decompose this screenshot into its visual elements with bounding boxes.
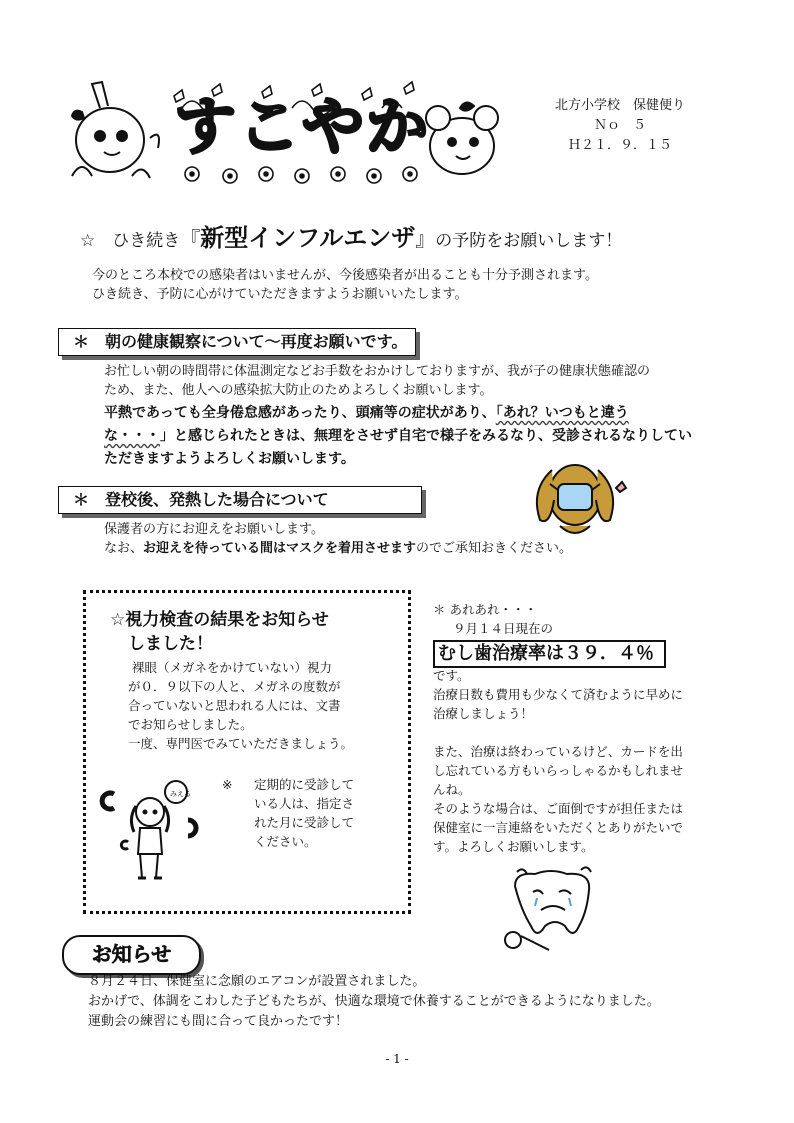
lead-suffix: の予防をお願いします！ (435, 231, 623, 251)
mouse-character-illustration (426, 102, 498, 174)
note-line: いる人は、指定さ (254, 796, 355, 811)
lead-emphasis: 新型インフルエンザ (200, 224, 416, 252)
note-line: ください。 (254, 834, 317, 849)
cavity-line: 治療しましょう！ (433, 706, 534, 721)
girl-eye-test-illustration (98, 778, 218, 888)
lead-headline (80, 218, 780, 253)
morning-bold-2a: な・・・ (104, 428, 160, 444)
vision-title-line-2: しました！ (128, 634, 213, 654)
school-name: 北方小学校 保健便り (554, 98, 685, 113)
vision-line: が０．９以下の人と、メガネの度数が (128, 679, 341, 694)
note-line: れた月に受診して (254, 815, 355, 830)
cavity-intro-2: ９月１４日現在の (453, 621, 554, 636)
morning-line: お忙しい朝の時間帯に体温測定などお手数をおかけしておりますが、我が子の健康状態確認の (104, 364, 651, 379)
fever-line-2a: なお、 (104, 541, 144, 556)
lead-line: ひき続き、予防に心がけていただきますようお願いいたします。 (92, 287, 468, 302)
lead-line: 今のところ本校での感染者はいませんが、今後感染者が出ることも十分予測されます。 (92, 268, 598, 283)
fever-line-1: 保護者の方にお迎えをお願いします。 (104, 522, 324, 537)
cavity-line: んね。 (433, 782, 471, 797)
speech-bubble-text: みえる (170, 790, 191, 798)
morning-bold-1b: 「あれ？いつもと違う (495, 405, 629, 421)
lead-prefix: ☆ ひき続き (80, 231, 181, 251)
cavity-blank-line (433, 723, 773, 742)
notice-line: おかげで、体調をこわした子どもたちが、快適な環境で休養することができるようになりました。 (88, 994, 660, 1009)
notice-label (62, 935, 201, 975)
cavity-headline: むし歯治療率は３９．４％ (433, 640, 666, 668)
close-quote-mark: 』 (415, 227, 436, 251)
newsletter-title: すこやか (174, 90, 431, 163)
cavity-line: 保健室に一言連絡をいただくとありがたいで (433, 820, 684, 835)
section-heading-morning: ＊ 朝の健康観察について～再度お願いです。 (58, 328, 416, 356)
vision-line: でお知らせしました。 (128, 717, 253, 732)
cavity-line: また、治療は終わっているけど、カードを出 (433, 744, 683, 759)
note-mark: ※ (222, 777, 233, 792)
vision-title (110, 608, 329, 656)
cavity-line: す。よろしくお願いします。 (433, 839, 594, 854)
fever-paragraph (104, 520, 572, 558)
vision-note (222, 775, 355, 849)
cavity-intro (433, 600, 773, 638)
notice-line: 運動会の練習にも間に合って良かったです！ (88, 1014, 349, 1029)
header-banner (62, 78, 510, 190)
morning-bold-1a: 平熱であっても全身倦怠感があったり、頭痛等の症状があり、 (104, 405, 496, 421)
morning-line: ため、また、他人への感染拡大防止のためよろしくお願いします。 (104, 383, 493, 398)
fever-line-2-bold: お迎えを待っている間はマスクを着用させます (143, 541, 417, 556)
issue-date: Ｈ２１．９．１５ (567, 138, 672, 153)
vision-line: 合っていないと思われる人には、文書 (128, 698, 341, 713)
bunny-character-illustration (72, 82, 159, 178)
cavity-line: です。 (433, 668, 470, 683)
morning-paragraph (104, 362, 650, 400)
notice-line: ８月２４日、保健室に念願のエアコンが設置されました。 (88, 974, 426, 989)
vision-line: 裸眼（メガネをかけていない）視力 (132, 660, 333, 675)
issue-info (535, 96, 705, 156)
note-line: 定期的に受診して (254, 777, 355, 792)
cavity-body (433, 666, 773, 856)
vision-title-line-1: ☆視力検査の結果をお知らせ (110, 610, 329, 630)
fever-line-2b: のでご承知おきください。 (416, 541, 573, 556)
cavity-line: し忘れている方もいらっしゃるかもしれませ (433, 763, 684, 778)
section-heading-fever: ＊ 登校後、発熱した場合について (58, 486, 422, 514)
cavity-line: 治療日数も費用も少なくて済むように早めに (433, 687, 684, 702)
notice-label-text: お知らせ (91, 942, 172, 966)
notice-paragraph (88, 972, 660, 1032)
crying-tooth-illustration (495, 866, 615, 956)
issue-number: Ｎｏ ５ (593, 118, 646, 133)
cavity-line: そのような場合は、ご面倒ですが担任または (433, 801, 684, 816)
page-number: - 1 - (385, 1052, 409, 1066)
lead-paragraph (92, 266, 598, 304)
morning-bold-2b: 」と感じられたときは、無理をさせず自宅で様子をみるなり、受診されるなりしてい (160, 428, 692, 444)
open-quote-mark: 『 (180, 227, 201, 251)
cavity-intro-1: ＊ あれあれ・・・ (433, 602, 537, 617)
morning-bold-3: ただきますようよろしくお願いします。 (104, 451, 355, 467)
vision-body (128, 658, 353, 753)
vision-line: 一度、専門医でみていただきましょう。 (128, 736, 354, 751)
